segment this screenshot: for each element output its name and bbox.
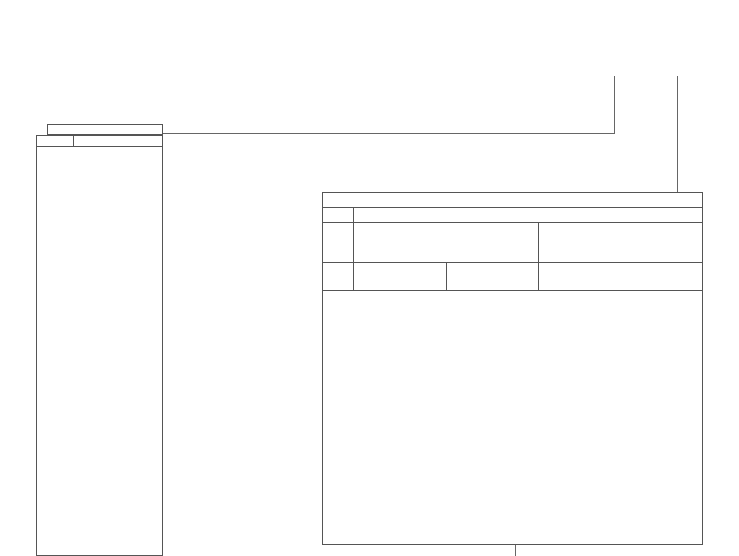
column-header-code [323,208,354,223]
position-diagram-cell [354,223,539,263]
subheader-empty [323,263,354,291]
subheader-spool-type [447,263,539,291]
spool-type-table [36,135,163,556]
position-code [323,223,354,263]
subheader-empty [539,263,702,291]
connector-spool-type-horizontal [163,133,615,134]
position-description [539,223,702,263]
connector-bottom [515,545,516,556]
connector-spool-position-vertical [677,76,678,192]
connector-spool-type-vertical [614,76,615,133]
column-header-spool-position [354,208,702,223]
subheader-standard [354,263,447,291]
spool-type-table-title [47,124,163,135]
spool-type-table-header [37,136,162,147]
spool-position-table-title [323,193,702,208]
column-header-spool-type [74,136,162,146]
column-header-code [37,136,74,146]
spool-position-table [322,192,703,545]
